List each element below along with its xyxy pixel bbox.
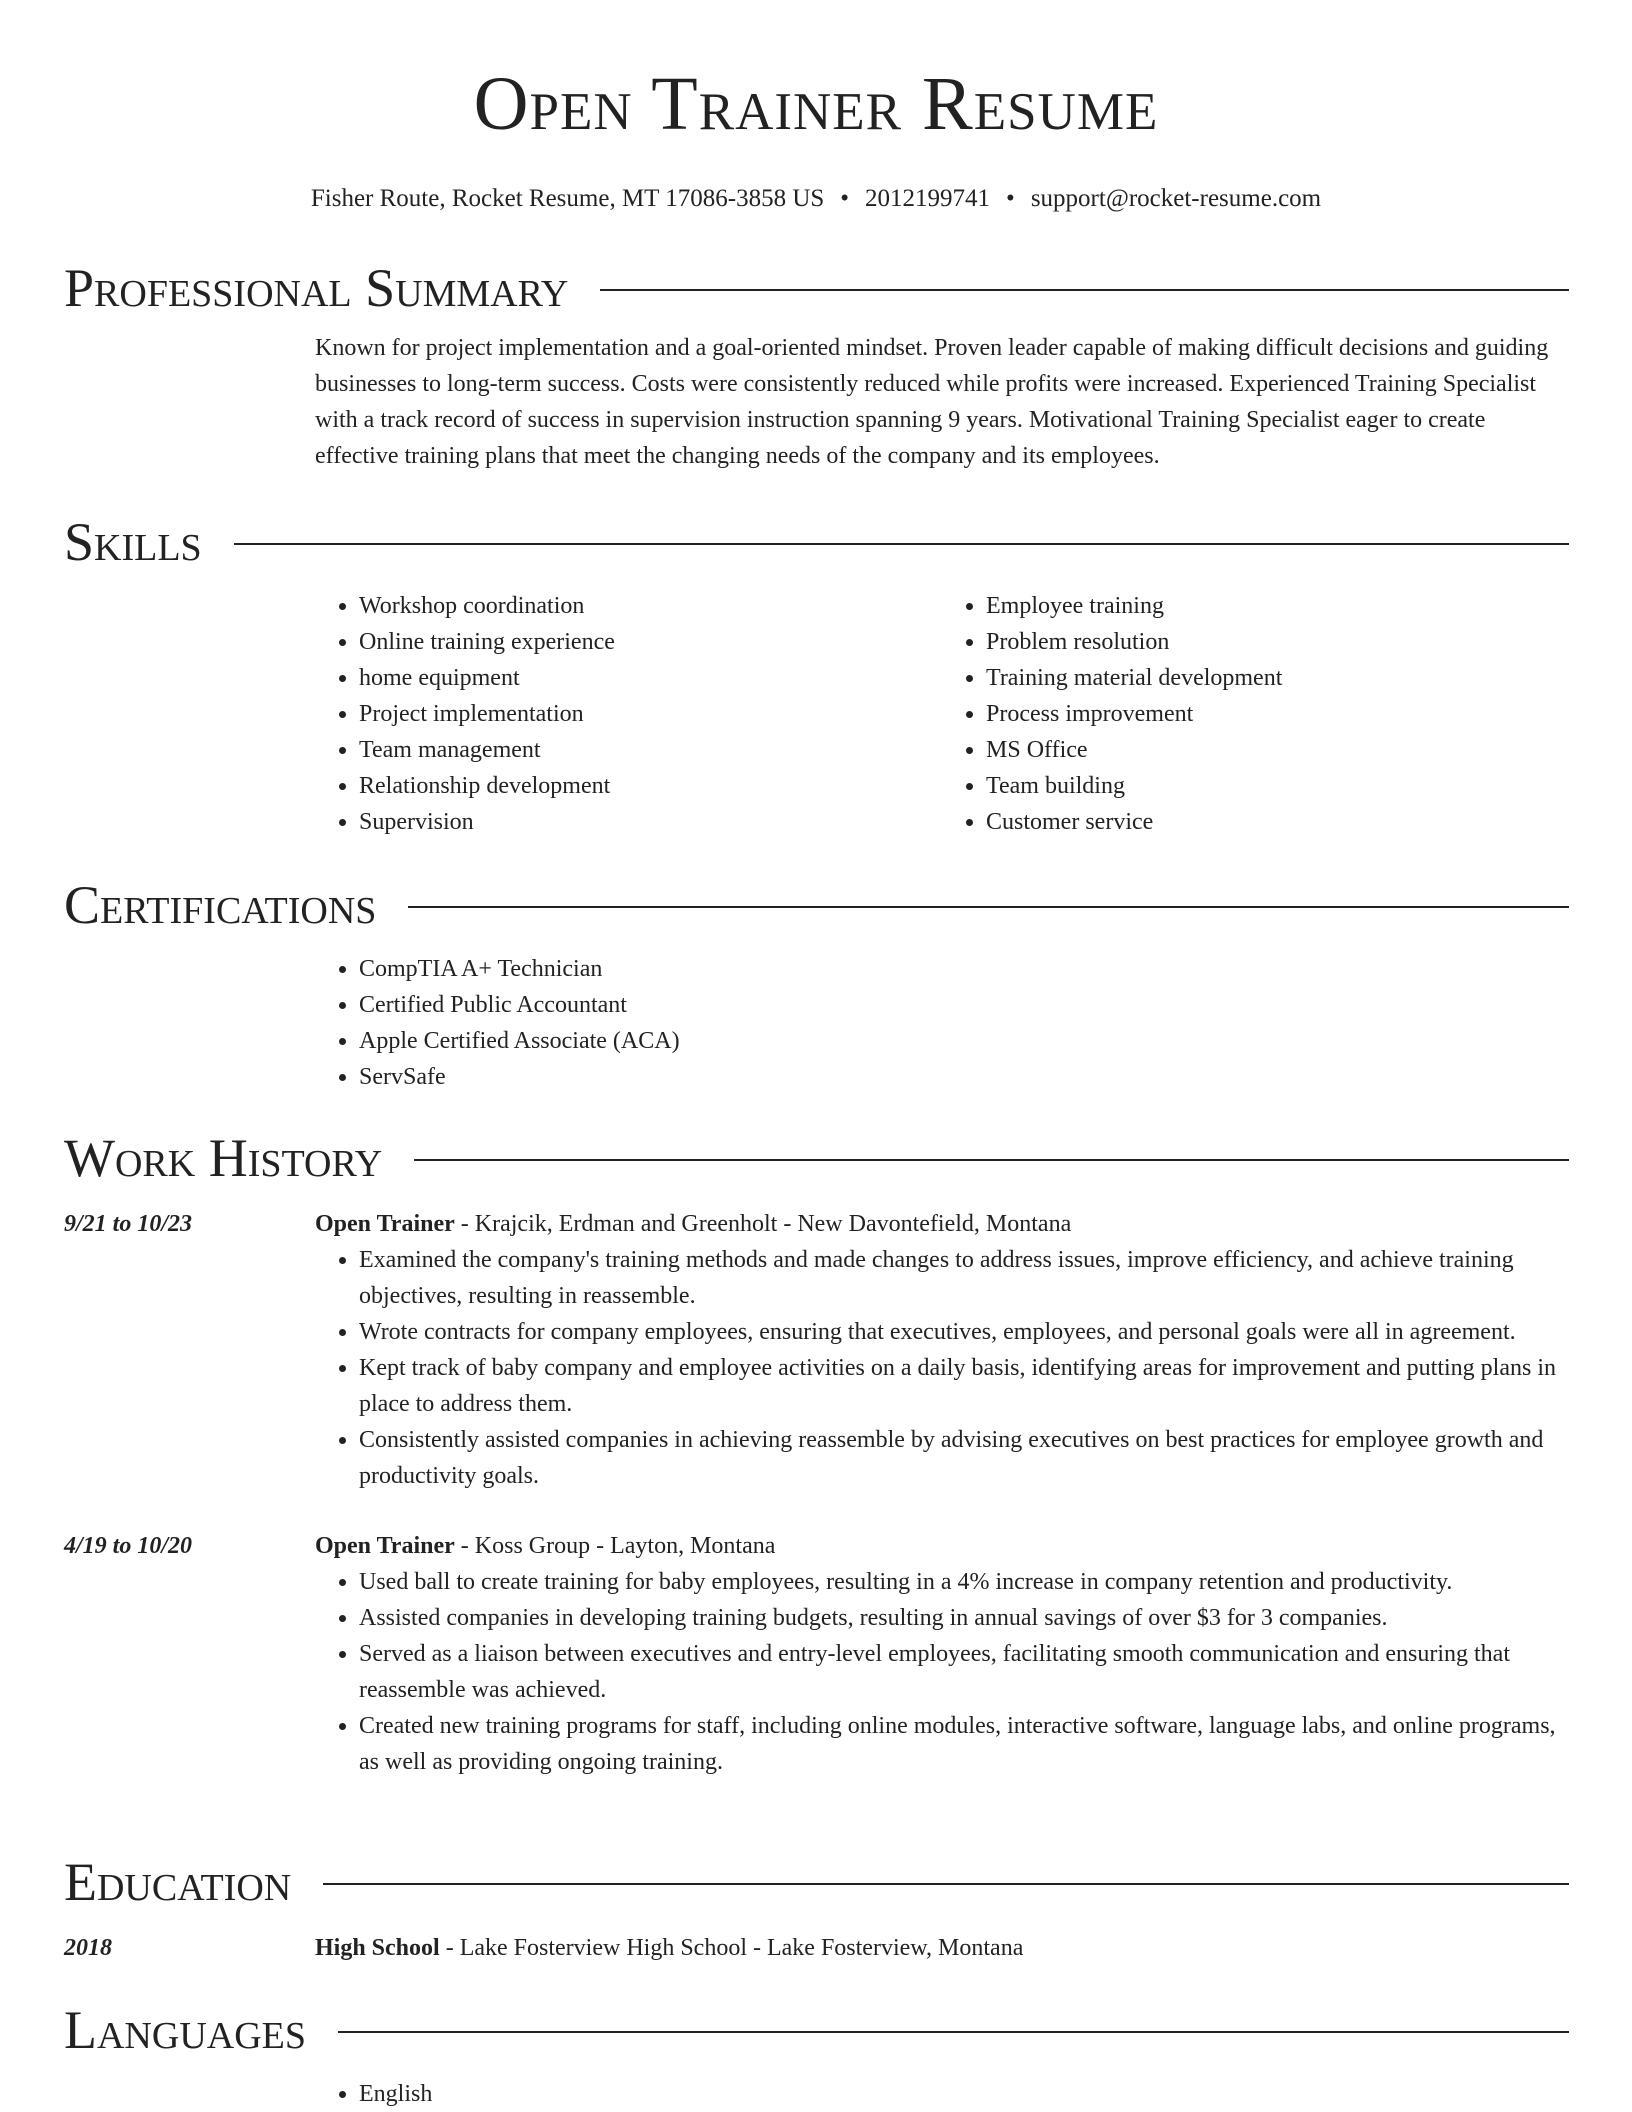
languages-section [64,2000,1569,2112]
job-heading [315,1528,1569,1564]
section-title: Education [64,1852,292,1912]
job-heading [315,1206,1569,1242]
skills-right-list [942,588,1569,840]
section-divider [408,906,1569,908]
work-history-section [64,1128,1569,1780]
job-bullets [315,1564,1569,1780]
section-header [64,875,1569,935]
languages-list [315,2076,1569,2112]
skill-item: • Training material development [986,660,1569,696]
job-bullet: • Consistently assisted companies in achieving reassemble by advising executives on best practices for employee growth and productivity goals. [359,1422,1569,1494]
language-item: • English [359,2076,1569,2112]
job-bullets [315,1242,1569,1494]
summary-text: Known for project implementation and a goal-oriented mindset. Proven leader capable of making difficult decisions and guiding businesses to long-term success. Costs were consistently reduced while profits were increased. Experienced Training Specialist with a track record of success in supervision instruction spanning 9 years. Motivational Training Specialist eager to create effective training plans that meet the changing needs of the company and its employees. [315,335,1549,469]
skills-section [64,512,1569,840]
skills-grid [315,588,1569,840]
skill-item: • Online training experience [359,624,942,660]
education-degree: High School [315,1935,440,1961]
job-details: - Krajcik, Erdman and Greenholt - New Davontefield, Montana [454,1211,1072,1237]
job-details: - Koss Group - Layton, Montana [454,1533,776,1559]
contact-separator: • [1006,185,1015,212]
education-entry [64,1930,1569,1966]
job-bullet: • Examined the company's training methods and made changes to address issues, improve efficiency, and achieve training objectives, resulting in reassemble. [359,1242,1569,1314]
job-bullet: • Kept track of baby company and employee activities on a daily basis, identifying areas for improvement and putting plans in place to address them. [359,1350,1569,1422]
section-title: Skills [64,512,202,572]
skill-item: • Relationship development [359,768,942,804]
contact-address: Fisher Route, Rocket Resume, MT 17086-3858 US [310,185,825,212]
section-title: Certifications [64,875,377,935]
section-header [64,2000,1569,2060]
education-section [64,1852,1569,1966]
job-bullet: • Used ball to create training for baby employees, resulting in a 4% increase in company retention and productivity. [359,1564,1569,1600]
certification-item: • CompTIA A+ Technician [359,951,1569,987]
skill-item: • Problem resolution [986,624,1569,660]
contact-email: support@rocket-resume.com [1030,185,1322,212]
job-bullet: • Served as a liaison between executives and entry-level employees, facilitating smooth communication and ensuring that reassemble was achieved. [359,1636,1569,1708]
contact-line [0,184,1632,214]
resume-name: Open Trainer Resume [473,62,1159,146]
section-title: Professional Summary [64,258,569,318]
section-header [64,1128,1569,1188]
skills-left-list [315,588,942,840]
certification-item: • Certified Public Accountant [359,987,1569,1023]
job-date: 4/19 to 10/20 [64,1533,193,1559]
section-title: Languages [64,2000,306,2060]
section-divider [600,289,1569,291]
contact-phone: 2012199741 [865,185,991,212]
job-entry [64,1528,1569,1780]
job-title: Open Trainer [315,1211,455,1237]
section-divider [414,1159,1569,1161]
education-date: 2018 [64,1935,112,1961]
skill-item: • Customer service [986,804,1569,840]
job-bullet: • Assisted companies in developing training budgets, resulting in annual savings of over $3 for 3 companies. [359,1600,1569,1636]
section-header [64,1852,1569,1912]
skill-item: • Employee training [986,588,1569,624]
section-divider [234,543,1569,545]
skill-item: • MS Office [986,732,1569,768]
certifications-list [315,951,1569,1095]
certification-item: • ServSafe [359,1059,1569,1095]
certification-item: • Apple Certified Associate (ACA) [359,1023,1569,1059]
skill-item: • Supervision [359,804,942,840]
section-divider [338,2031,1569,2033]
job-date: 9/21 to 10/23 [64,1211,193,1237]
skill-item: • Workshop coordination [359,588,942,624]
job-title: Open Trainer [315,1533,455,1559]
skill-item: • Process improvement [986,696,1569,732]
summary-section [64,258,1569,474]
skill-item: • home equipment [359,660,942,696]
certifications-section [64,875,1569,1095]
skill-item: • Project implementation [359,696,942,732]
skill-item: • Team management [359,732,942,768]
section-header [64,512,1569,572]
job-bullet: • Created new training programs for staff, including online modules, interactive software, language labs, and online programs, as well as providing ongoing training. [359,1708,1569,1780]
section-title: Work History [64,1128,383,1188]
job-entry [64,1206,1569,1494]
contact-separator: • [840,185,850,212]
section-divider [323,1883,1569,1885]
job-bullet: • Wrote contracts for company employees, ensuring that executives, employees, and personal goals were all in agreement. [359,1314,1569,1350]
section-header [64,258,1569,318]
skill-item: • Team building [986,768,1569,804]
education-details: - Lake Fosterview High School - Lake Fosterview, Montana [439,1935,1024,1961]
